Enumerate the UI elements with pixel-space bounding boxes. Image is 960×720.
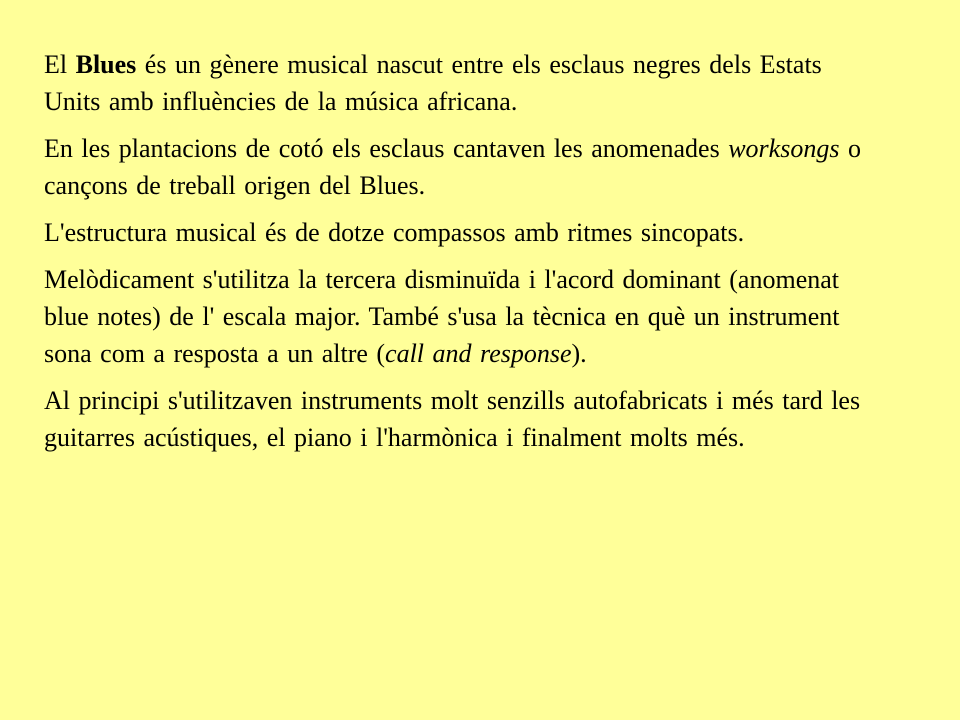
paragraph-instruments	[44, 382, 880, 456]
italic-term-call-and-response: call and response	[385, 339, 572, 368]
paragraph-blues-origin	[44, 46, 880, 120]
text-run: L'estructura musical és de dotze compassos amb ritmes sincopats.	[44, 218, 745, 247]
text-run: és un gènere musical nascut entre els esclaus negres dels Estats Units amb influències de la música africana.	[44, 50, 822, 116]
italic-term-worksongs: worksongs	[728, 134, 840, 163]
paragraph-melody	[44, 261, 880, 372]
text-run: Al principi s'utilitzaven instruments molt senzills autofabricats i més tard les guitarres acústiques, el piano i l'harmònica i finalment molts més.	[44, 386, 861, 452]
text-run: Melòdicament s'utilitza la tercera disminuïda i l'acord dominant (anomenat blue notes) de l' escala major. També s'usa la tècnica en què un instrument sona com a resposta a un altre (	[44, 265, 840, 368]
text-run: El	[44, 50, 76, 79]
text-run: En les plantacions de cotó els esclaus cantaven les anomenades	[44, 134, 729, 163]
paragraph-structure	[44, 214, 880, 251]
text-run: o cançons de treball origen del Blues.	[44, 134, 861, 200]
bold-term-blues: Blues	[75, 50, 137, 79]
text-run: ).	[571, 339, 587, 368]
paragraph-worksongs	[44, 130, 880, 204]
